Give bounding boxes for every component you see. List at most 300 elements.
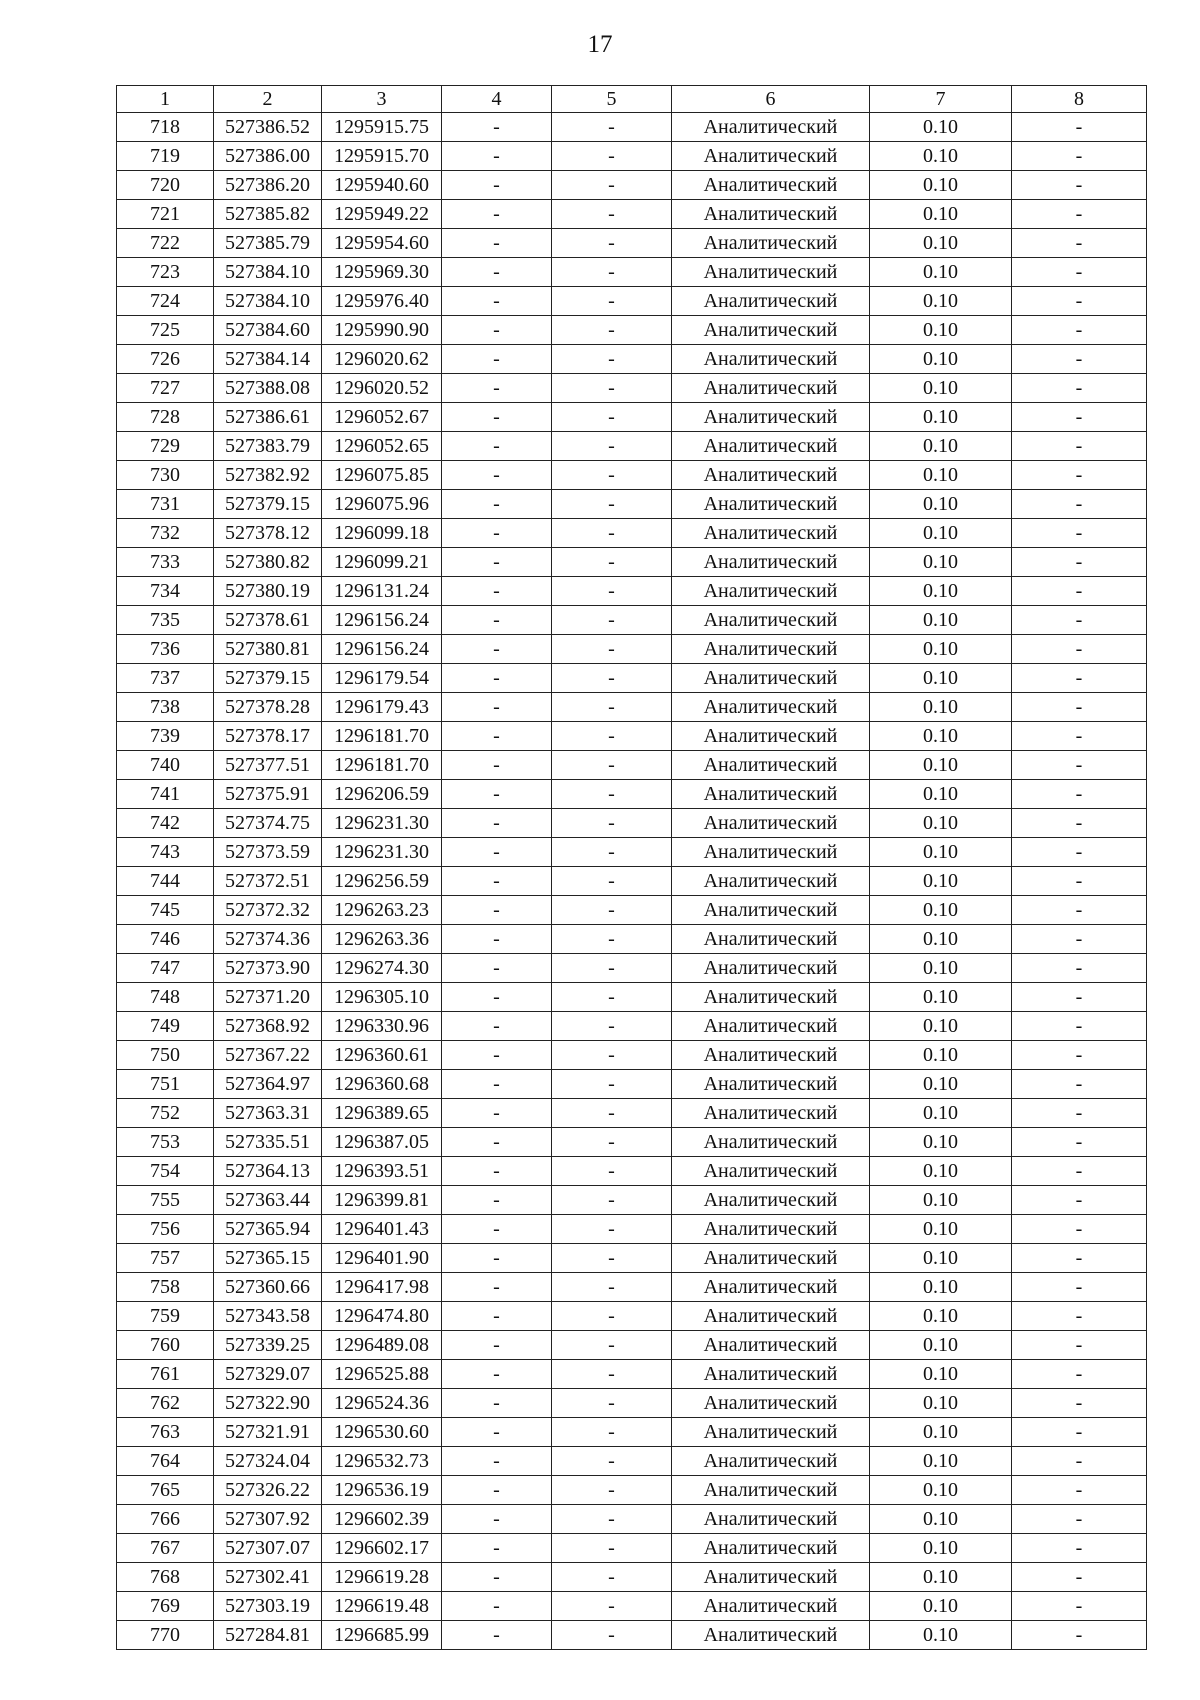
table-cell: 527371.20 (214, 983, 322, 1012)
table-cell: - (552, 345, 672, 374)
table-cell: Аналитический (672, 200, 870, 229)
table-cell: 733 (117, 548, 214, 577)
table-cell: - (1012, 1244, 1147, 1273)
table-cell: 0.10 (870, 1186, 1012, 1215)
table-cell: Аналитический (672, 403, 870, 432)
table-row (117, 1070, 1147, 1099)
table-cell: 758 (117, 1273, 214, 1302)
table-cell: 527363.31 (214, 1099, 322, 1128)
table-cell: - (1012, 1360, 1147, 1389)
table-cell: 1295915.75 (322, 113, 442, 142)
table-cell: 527374.75 (214, 809, 322, 838)
table-cell: - (1012, 1331, 1147, 1360)
table-cell: 0.10 (870, 1389, 1012, 1418)
table-row (117, 838, 1147, 867)
table-cell: - (1012, 142, 1147, 171)
table-cell: 527385.82 (214, 200, 322, 229)
table-row (117, 896, 1147, 925)
table-cell: - (442, 1244, 552, 1273)
table-cell: 0.10 (870, 635, 1012, 664)
table-cell: - (552, 142, 672, 171)
table-row (117, 1302, 1147, 1331)
table-cell: 760 (117, 1331, 214, 1360)
table-cell: 741 (117, 780, 214, 809)
table-cell: 719 (117, 142, 214, 171)
table-cell: 1296619.28 (322, 1563, 442, 1592)
table-cell: Аналитический (672, 954, 870, 983)
table-cell: 1296525.88 (322, 1360, 442, 1389)
table-cell: Аналитический (672, 1157, 870, 1186)
table-row (117, 490, 1147, 519)
table-cell: 527326.22 (214, 1476, 322, 1505)
table-cell: - (552, 200, 672, 229)
table-row (117, 1099, 1147, 1128)
table-cell: 1296156.24 (322, 635, 442, 664)
column-header: 2 (214, 86, 322, 113)
table-cell: Аналитический (672, 113, 870, 142)
table-cell: - (552, 1563, 672, 1592)
table-cell: 0.10 (870, 519, 1012, 548)
table-cell: 527363.44 (214, 1186, 322, 1215)
table-cell: 527335.51 (214, 1128, 322, 1157)
table-cell: Аналитический (672, 1186, 870, 1215)
table-cell: 1296532.73 (322, 1447, 442, 1476)
table-cell: - (442, 490, 552, 519)
table-cell: 0.10 (870, 1331, 1012, 1360)
table-row (117, 1186, 1147, 1215)
table-cell: - (442, 403, 552, 432)
table-row (117, 693, 1147, 722)
table-cell: 1296685.99 (322, 1621, 442, 1650)
table-cell: 1296052.67 (322, 403, 442, 432)
table-cell: 0.10 (870, 780, 1012, 809)
table-cell: 0.10 (870, 287, 1012, 316)
table-cell: 0.10 (870, 142, 1012, 171)
table-cell: 0.10 (870, 258, 1012, 287)
table-cell: - (1012, 1012, 1147, 1041)
table-cell: - (552, 490, 672, 519)
table-cell: Аналитический (672, 838, 870, 867)
table-cell: - (1012, 1070, 1147, 1099)
table-cell: 754 (117, 1157, 214, 1186)
table-cell: - (442, 896, 552, 925)
table-row (117, 1273, 1147, 1302)
table-cell: 1296263.23 (322, 896, 442, 925)
table-cell: - (1012, 1505, 1147, 1534)
table-cell: - (552, 751, 672, 780)
table-row (117, 200, 1147, 229)
table-cell: 0.10 (870, 1273, 1012, 1302)
table-cell: 0.10 (870, 664, 1012, 693)
table-cell: Аналитический (672, 722, 870, 751)
table-cell: - (1012, 316, 1147, 345)
table-cell: 527343.58 (214, 1302, 322, 1331)
table-cell: 0.10 (870, 1128, 1012, 1157)
table-cell: 527384.10 (214, 258, 322, 287)
table-cell: 0.10 (870, 838, 1012, 867)
table-cell: 527373.59 (214, 838, 322, 867)
table-cell: 527378.28 (214, 693, 322, 722)
table-cell: 0.10 (870, 1041, 1012, 1070)
table-cell: - (442, 345, 552, 374)
table-cell: 752 (117, 1099, 214, 1128)
table-cell: Аналитический (672, 1012, 870, 1041)
table-cell: 0.10 (870, 1302, 1012, 1331)
table-cell: - (442, 1302, 552, 1331)
table-cell: Аналитический (672, 1389, 870, 1418)
table-cell: 746 (117, 925, 214, 954)
table-cell: - (552, 287, 672, 316)
table-cell: - (552, 577, 672, 606)
table-row (117, 1505, 1147, 1534)
table-cell: 761 (117, 1360, 214, 1389)
table-cell: 726 (117, 345, 214, 374)
table-cell: Аналитический (672, 1099, 870, 1128)
table-cell: - (1012, 1157, 1147, 1186)
table-cell: 0.10 (870, 490, 1012, 519)
table-row (117, 258, 1147, 287)
table-cell: - (552, 1099, 672, 1128)
table-cell: 1296099.21 (322, 548, 442, 577)
table-cell: - (442, 461, 552, 490)
table-cell: 527379.15 (214, 490, 322, 519)
table-cell: - (1012, 664, 1147, 693)
table-cell: 735 (117, 606, 214, 635)
table-cell: 527378.17 (214, 722, 322, 751)
table-cell: - (552, 1157, 672, 1186)
table-cell: - (552, 1592, 672, 1621)
table-cell: 1296179.43 (322, 693, 442, 722)
table-cell: Аналитический (672, 1215, 870, 1244)
table-cell: - (1012, 200, 1147, 229)
table-cell: 769 (117, 1592, 214, 1621)
table-cell: 734 (117, 577, 214, 606)
table-cell: 1295954.60 (322, 229, 442, 258)
table-cell: - (552, 1186, 672, 1215)
table-row (117, 519, 1147, 548)
table-cell: 738 (117, 693, 214, 722)
table-cell: 527385.79 (214, 229, 322, 258)
table-cell: 725 (117, 316, 214, 345)
table-cell: 527388.08 (214, 374, 322, 403)
table-cell: - (552, 1476, 672, 1505)
table-cell: Аналитический (672, 287, 870, 316)
table-cell: - (442, 1157, 552, 1186)
table-cell: - (1012, 635, 1147, 664)
table-cell: 743 (117, 838, 214, 867)
table-cell: Аналитический (672, 345, 870, 374)
table-row (117, 1360, 1147, 1389)
table-cell: 527384.14 (214, 345, 322, 374)
table-cell: - (552, 606, 672, 635)
table-cell: - (552, 1302, 672, 1331)
table-cell: 527329.07 (214, 1360, 322, 1389)
table-cell: Аналитический (672, 316, 870, 345)
table-row (117, 983, 1147, 1012)
table-cell: - (1012, 606, 1147, 635)
table-row (117, 1012, 1147, 1041)
table-cell: 766 (117, 1505, 214, 1534)
table-cell: - (1012, 1389, 1147, 1418)
table-cell: Аналитический (672, 635, 870, 664)
table-cell: - (552, 548, 672, 577)
table-row (117, 113, 1147, 142)
table-cell: 1296393.51 (322, 1157, 442, 1186)
table-cell: - (1012, 693, 1147, 722)
table-cell: - (552, 809, 672, 838)
table-row (117, 171, 1147, 200)
table-cell: 730 (117, 461, 214, 490)
table-cell: - (442, 1534, 552, 1563)
table-cell: Аналитический (672, 809, 870, 838)
table-cell: - (552, 838, 672, 867)
table-cell: - (552, 1621, 672, 1650)
table-cell: Аналитический (672, 1505, 870, 1534)
table-row (117, 780, 1147, 809)
table-cell: - (1012, 983, 1147, 1012)
table-cell: 527374.36 (214, 925, 322, 954)
table-cell: - (552, 983, 672, 1012)
table-row (117, 287, 1147, 316)
table-cell: 1296156.24 (322, 606, 442, 635)
table-row (117, 1476, 1147, 1505)
table-cell: 527380.19 (214, 577, 322, 606)
table-cell: - (1012, 1273, 1147, 1302)
table-cell: 527367.22 (214, 1041, 322, 1070)
table-cell: - (552, 432, 672, 461)
column-header: 8 (1012, 86, 1147, 113)
table-cell: - (552, 1128, 672, 1157)
table-cell: - (1012, 1099, 1147, 1128)
table-cell: - (442, 113, 552, 142)
table-cell: 0.10 (870, 577, 1012, 606)
table-cell: - (552, 1215, 672, 1244)
table-cell: - (552, 1418, 672, 1447)
table-cell: - (1012, 287, 1147, 316)
table-cell: 527384.10 (214, 287, 322, 316)
table-cell: 0.10 (870, 548, 1012, 577)
table-cell: - (1012, 519, 1147, 548)
table-cell: Аналитический (672, 1331, 870, 1360)
table-cell: 527375.91 (214, 780, 322, 809)
table-cell: 1296305.10 (322, 983, 442, 1012)
table-row (117, 1534, 1147, 1563)
table-cell: 1296360.61 (322, 1041, 442, 1070)
table-cell: - (552, 1244, 672, 1273)
table-cell: 1296389.65 (322, 1099, 442, 1128)
table-row (117, 345, 1147, 374)
table-cell: Аналитический (672, 896, 870, 925)
table-cell: 0.10 (870, 722, 1012, 751)
table-row (117, 635, 1147, 664)
table-cell: 527368.92 (214, 1012, 322, 1041)
table-cell: 0.10 (870, 316, 1012, 345)
table-cell: 0.10 (870, 925, 1012, 954)
table-cell: 0.10 (870, 1476, 1012, 1505)
table-cell: - (552, 1534, 672, 1563)
table-cell: 1296530.60 (322, 1418, 442, 1447)
table-cell: - (442, 693, 552, 722)
table-cell: - (442, 780, 552, 809)
table-cell: - (442, 1215, 552, 1244)
table-cell: 745 (117, 896, 214, 925)
table-cell: 750 (117, 1041, 214, 1070)
table-cell: 763 (117, 1418, 214, 1447)
table-cell: 0.10 (870, 1099, 1012, 1128)
table-cell: 1296075.85 (322, 461, 442, 490)
table-cell: 756 (117, 1215, 214, 1244)
table-cell: 0.10 (870, 200, 1012, 229)
table-cell: 1296181.70 (322, 751, 442, 780)
table-cell: - (552, 664, 672, 693)
table-cell: - (442, 1563, 552, 1592)
table-cell: 527322.90 (214, 1389, 322, 1418)
table-cell: - (1012, 432, 1147, 461)
table-cell: - (442, 983, 552, 1012)
table-cell: Аналитический (672, 519, 870, 548)
table-row (117, 1128, 1147, 1157)
table-cell: 744 (117, 867, 214, 896)
table-cell: 732 (117, 519, 214, 548)
table-cell: 527382.92 (214, 461, 322, 490)
table-cell: 1296399.81 (322, 1186, 442, 1215)
table-cell: 1296231.30 (322, 809, 442, 838)
table-cell: 0.10 (870, 1534, 1012, 1563)
table-cell: Аналитический (672, 1534, 870, 1563)
table-cell: - (442, 1476, 552, 1505)
table-row (117, 809, 1147, 838)
table-cell: Аналитический (672, 780, 870, 809)
column-header: 1 (117, 86, 214, 113)
table-cell: 527307.92 (214, 1505, 322, 1534)
table-cell: - (552, 461, 672, 490)
table-cell: - (552, 635, 672, 664)
table-cell: 0.10 (870, 606, 1012, 635)
table-cell: 739 (117, 722, 214, 751)
coordinates-table (116, 85, 1147, 1650)
table-cell: Аналитический (672, 1244, 870, 1273)
table-cell: 1296206.59 (322, 780, 442, 809)
table-cell: - (1012, 1302, 1147, 1331)
table-header-row (117, 86, 1147, 113)
table-cell: 1296020.52 (322, 374, 442, 403)
table-cell: Аналитический (672, 1447, 870, 1476)
table-cell: Аналитический (672, 1302, 870, 1331)
table-cell: 0.10 (870, 896, 1012, 925)
table-cell: - (1012, 1186, 1147, 1215)
table-cell: - (552, 722, 672, 751)
table-cell: - (442, 258, 552, 287)
table-cell: 724 (117, 287, 214, 316)
table-row (117, 577, 1147, 606)
table-row (117, 722, 1147, 751)
table-cell: - (442, 1447, 552, 1476)
table-cell: - (552, 113, 672, 142)
table-cell: 1296274.30 (322, 954, 442, 983)
table-cell: 527360.66 (214, 1273, 322, 1302)
table-cell: - (552, 403, 672, 432)
table-cell: 527324.04 (214, 1447, 322, 1476)
table-cell: 527378.12 (214, 519, 322, 548)
table-cell: 1295949.22 (322, 200, 442, 229)
table-cell: - (442, 171, 552, 200)
table-cell: 527365.94 (214, 1215, 322, 1244)
table-cell: 527379.15 (214, 664, 322, 693)
table-cell: - (552, 171, 672, 200)
table-cell: 770 (117, 1621, 214, 1650)
table-cell: - (442, 635, 552, 664)
page-number: 17 (587, 31, 613, 58)
table-cell: 1296536.19 (322, 1476, 442, 1505)
table-cell: 1296075.96 (322, 490, 442, 519)
table-row (117, 867, 1147, 896)
table-cell: 753 (117, 1128, 214, 1157)
table-cell: Аналитический (672, 1476, 870, 1505)
table-cell: 527386.00 (214, 142, 322, 171)
table-cell: - (1012, 1592, 1147, 1621)
table-cell: 0.10 (870, 1621, 1012, 1650)
table-cell: - (1012, 1621, 1147, 1650)
table-cell: 0.10 (870, 1447, 1012, 1476)
table-cell: - (1012, 751, 1147, 780)
table-cell: 0.10 (870, 1012, 1012, 1041)
table-cell: Аналитический (672, 925, 870, 954)
table-cell: - (442, 1128, 552, 1157)
table-cell: - (552, 1273, 672, 1302)
table-cell: - (1012, 548, 1147, 577)
table-cell: - (1012, 896, 1147, 925)
table-cell: 767 (117, 1534, 214, 1563)
table-row (117, 1389, 1147, 1418)
table-cell: 1296524.36 (322, 1389, 442, 1418)
column-header: 5 (552, 86, 672, 113)
table-cell: 0.10 (870, 954, 1012, 983)
table-cell: 1296401.90 (322, 1244, 442, 1273)
table-cell: 0.10 (870, 1505, 1012, 1534)
table-cell: Аналитический (672, 171, 870, 200)
table-cell: 527380.82 (214, 548, 322, 577)
table-cell: 720 (117, 171, 214, 200)
table-cell: 0.10 (870, 1418, 1012, 1447)
table-cell: 0.10 (870, 1360, 1012, 1389)
table-cell: 527386.52 (214, 113, 322, 142)
table-cell: - (442, 287, 552, 316)
table-cell: Аналитический (672, 983, 870, 1012)
table-cell: - (1012, 867, 1147, 896)
table-row (117, 1563, 1147, 1592)
table-row (117, 1157, 1147, 1186)
table-cell: 527307.07 (214, 1534, 322, 1563)
table-cell: 1296387.05 (322, 1128, 442, 1157)
table-row (117, 1418, 1147, 1447)
table-cell: 1295990.90 (322, 316, 442, 345)
table-cell: 0.10 (870, 403, 1012, 432)
table-cell: 527372.32 (214, 896, 322, 925)
table-cell: 527364.13 (214, 1157, 322, 1186)
table-cell: 757 (117, 1244, 214, 1273)
column-header: 6 (672, 86, 870, 113)
table-row (117, 142, 1147, 171)
table-cell: - (1012, 345, 1147, 374)
table-cell: 527384.60 (214, 316, 322, 345)
table-row (117, 1244, 1147, 1273)
table-cell: 1296020.62 (322, 345, 442, 374)
table-row (117, 229, 1147, 258)
table-cell: 0.10 (870, 751, 1012, 780)
table-row (117, 606, 1147, 635)
table-cell: 737 (117, 664, 214, 693)
table-cell: 764 (117, 1447, 214, 1476)
